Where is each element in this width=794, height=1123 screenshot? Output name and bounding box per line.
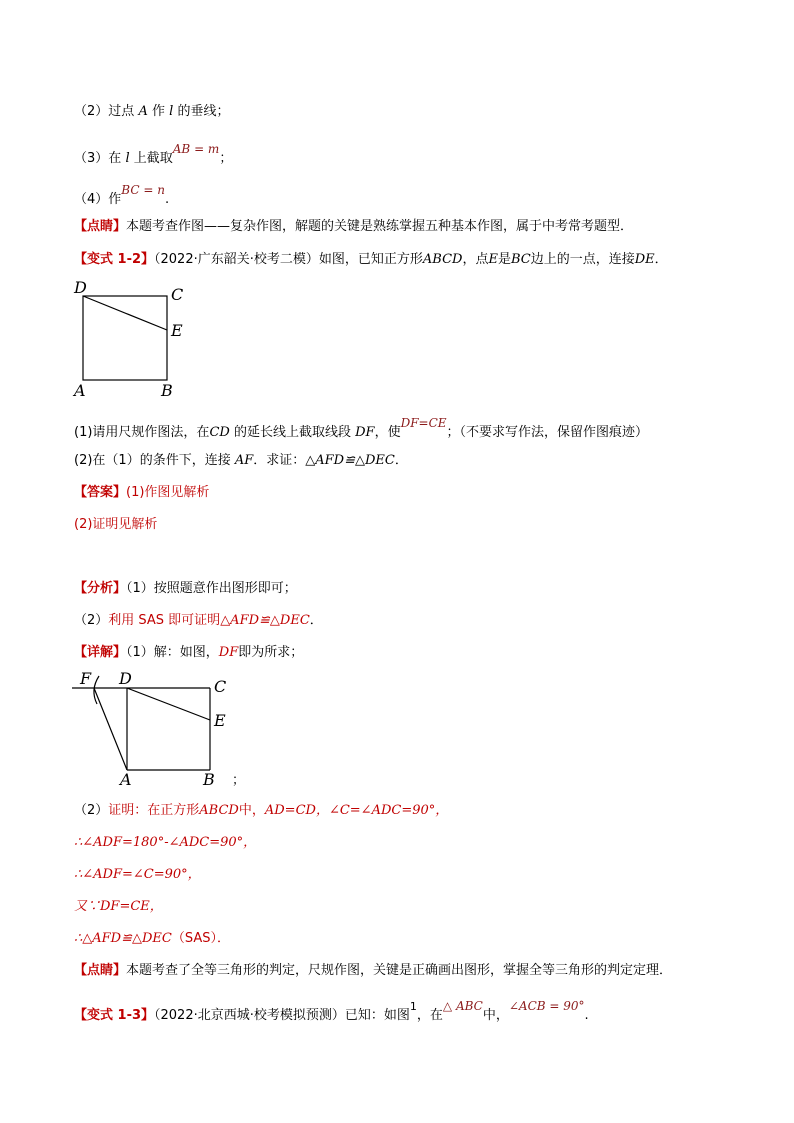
comment-2: 【点睛】本题考查了全等三角形的判定，尺规作图，关键是正确画出图形，掌握全等三角形的判定定理． xyxy=(74,963,673,978)
segment-af xyxy=(94,688,127,770)
label-a: A xyxy=(74,381,86,400)
step-3: （3）在 l 上截取AB = m； xyxy=(74,142,233,166)
label-d: D xyxy=(74,278,87,297)
comment-tag: 【点睛】 xyxy=(74,219,127,234)
question-2: (2)在（1）的条件下，连接 AF．求证：△AFD≌△DEC． xyxy=(74,453,408,468)
step-4: （4）作BC = n. xyxy=(74,183,170,207)
proof-line-4: 又∵DF=CE， xyxy=(74,899,163,914)
variant-1-2: 【变式 1-2】（2022·广东韶关·校考二模）如图，已知正方形ABCD，点E是BC边上的一点，连接DE． xyxy=(74,252,668,267)
proof-line-1: （2）证明：在正方形ABCD中，AD=CD，∠C=∠ADC=90°， xyxy=(74,803,449,818)
question-1: (1)请用尺规作图法，在CD 的延长线上截取线段 DF，使DF=CE；（不要求写作法，保留作图痕迹） xyxy=(74,416,649,440)
detail: 【详解】（1）解：如图，DF即为所求； xyxy=(74,645,304,660)
label-a: A xyxy=(120,770,132,789)
analysis-2: （2）利用 SAS 即可证明△AFD≌△DEC． xyxy=(74,613,323,628)
label-d: D xyxy=(119,669,132,688)
square-abcd xyxy=(83,296,167,380)
variant-1-3: 【变式 1-3】（2022·北京西城·校考模拟预测）已知：如图$^1$，在△ ABC中，∠ACB = 90°. xyxy=(74,999,589,1023)
label-c: C xyxy=(214,677,227,696)
label-c: C xyxy=(171,285,184,304)
figure-construction xyxy=(72,668,252,793)
segment-de xyxy=(83,296,167,330)
proof-line-3: ∴∠ADF=∠C=90°， xyxy=(74,867,201,882)
comment-1: 【点睛】本题考查作图——复杂作图，解题的关键是熟练掌握五种基本作图，属于中考常考题型． xyxy=(74,219,634,234)
comment-tag: 【点睛】 xyxy=(74,963,127,978)
proof-line-2: ∴∠ADF=180°-∠ADC=90°， xyxy=(74,835,257,850)
answer-2: (2)证明见解析 xyxy=(74,517,158,532)
label-b: B xyxy=(203,770,215,789)
label-e: E xyxy=(171,321,183,340)
answer: 【答案】(1)作图见解析 xyxy=(74,485,210,500)
step-2: （2）过点 A 作 l 的垂线； xyxy=(74,104,230,119)
segment-de xyxy=(127,688,210,720)
label-f: F xyxy=(80,669,92,688)
label-b: B xyxy=(161,381,173,400)
proof-line-5: ∴△AFD≌△DEC（SAS）． xyxy=(74,931,230,946)
label-e: E xyxy=(214,711,226,730)
figure-2-punct: ； xyxy=(232,773,246,788)
analysis: 【分析】（1）按照题意作出图形即可； xyxy=(74,581,297,596)
figure-square-abcd xyxy=(70,278,200,403)
